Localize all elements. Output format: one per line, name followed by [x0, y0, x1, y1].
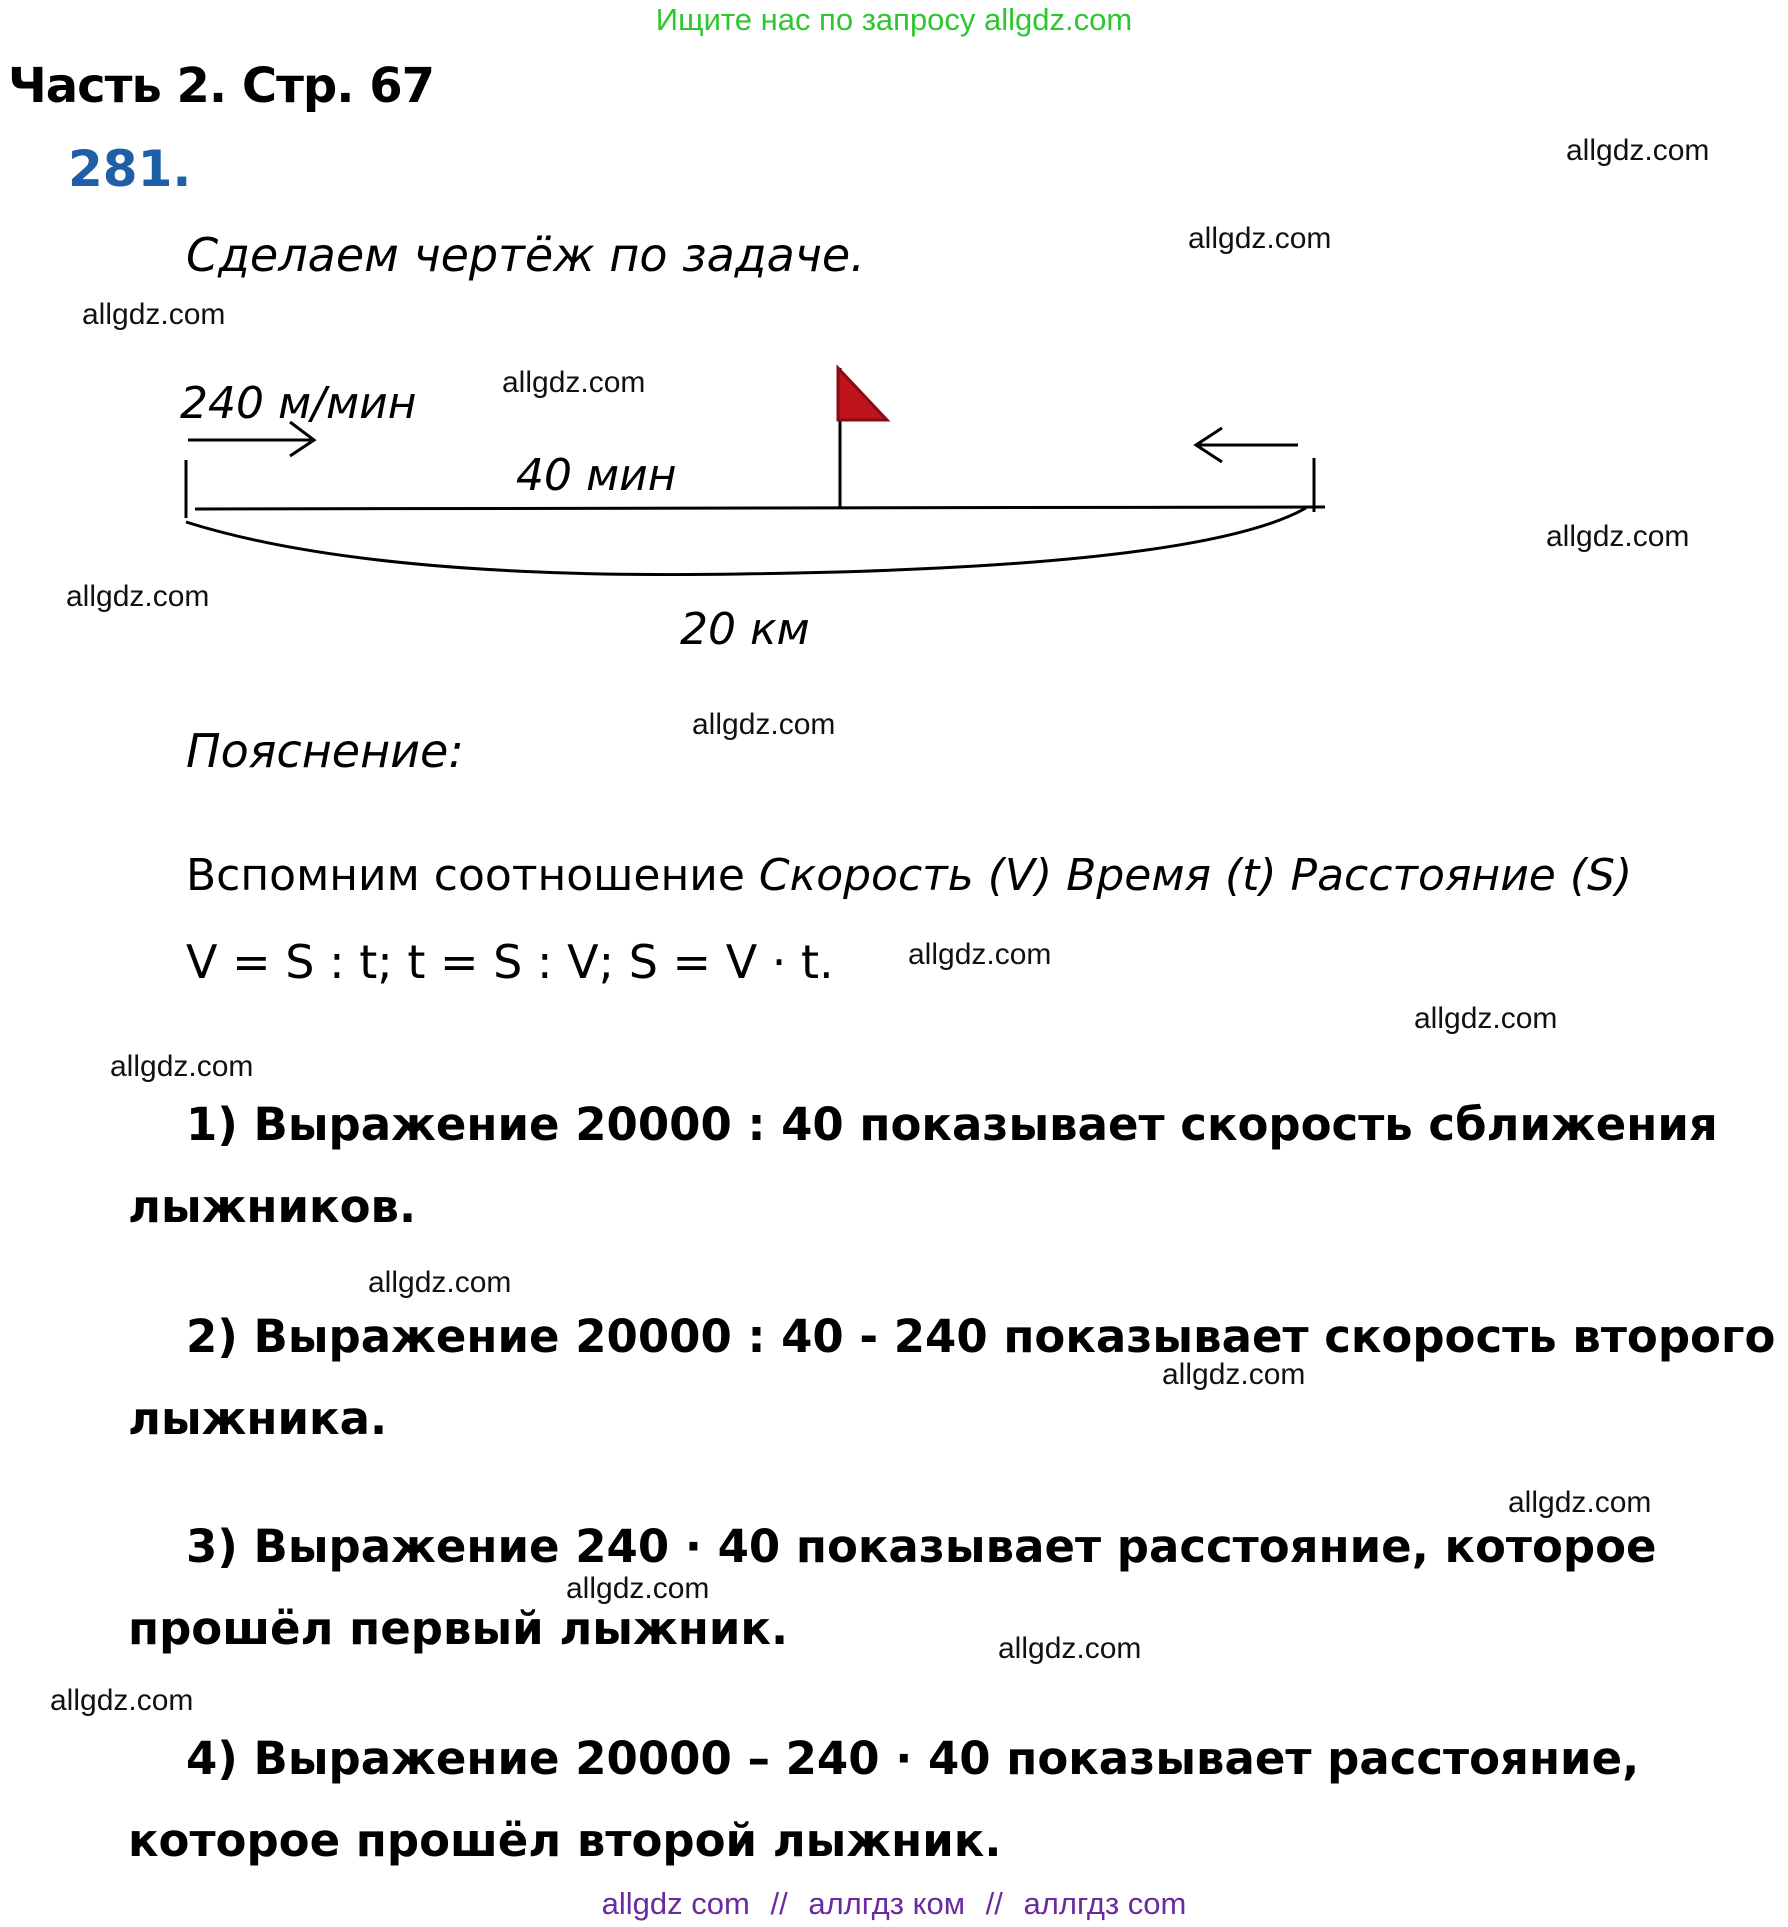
recall-line: [186, 850, 1632, 901]
answer-1-line-1: 1) Выражение 20000 : 40 показывает скорость сближения: [186, 1098, 1718, 1151]
watermark: allgdz.com: [998, 1632, 1142, 1665]
formulas: V = S : t; t = S : V; S = V · t.: [186, 935, 834, 989]
watermark: allgdz.com: [1414, 1002, 1558, 1035]
watermark: allgdz.com: [908, 938, 1052, 971]
flag-icon: [838, 368, 887, 420]
answer-2-line-1: 2) Выражение 20000 : 40 - 240 показывает скорость второго: [186, 1310, 1776, 1363]
distance-brace: [186, 508, 1306, 575]
watermark: allgdz.com: [1546, 520, 1690, 553]
watermark: allgdz.com: [66, 580, 210, 613]
watermark: allgdz.com: [502, 366, 646, 399]
footer: [0, 1886, 1788, 1922]
explanation-heading: Пояснение:: [186, 724, 464, 778]
recall-terms: Скорость (V) Время (t) Расстояние (S): [758, 850, 1633, 901]
page-title: Часть 2. Стр. 67: [8, 58, 435, 114]
footer-part-1: allgdz com: [601, 1886, 750, 1921]
footer-separator: //: [770, 1886, 788, 1921]
watermark: allgdz.com: [368, 1266, 512, 1299]
time-label: 40 мин: [516, 450, 677, 501]
road-line: [195, 507, 1325, 509]
watermark: allgdz.com: [1162, 1358, 1306, 1391]
speed-label: 240 м/мин: [180, 378, 417, 429]
answer-2-line-2: лыжника.: [128, 1392, 388, 1445]
answer-4-line-1: 4) Выражение 20000 – 240 · 40 показывает расстояние,: [186, 1732, 1640, 1785]
task-number: 281.: [68, 140, 192, 198]
motion-diagram: [0, 0, 1788, 700]
distance-label: 20 км: [680, 604, 810, 655]
answer-3-line-2: прошёл первый лыжник.: [128, 1602, 789, 1655]
watermark: allgdz.com: [1508, 1486, 1652, 1519]
footer-part-3: аллгдз com: [1023, 1886, 1187, 1921]
watermark: allgdz.com: [566, 1572, 710, 1605]
recall-prefix: Вспомним соотношение: [186, 850, 759, 901]
watermark: allgdz.com: [1188, 222, 1332, 255]
footer-separator: //: [985, 1886, 1003, 1921]
answer-3-line-1: 3) Выражение 240 · 40 показывает расстояние, которое: [186, 1520, 1657, 1573]
watermark: allgdz.com: [50, 1684, 194, 1717]
answer-1-line-2: лыжников.: [128, 1180, 417, 1233]
watermark: allgdz.com: [1566, 134, 1710, 167]
drawing-intro: Сделаем чертёж по задаче.: [186, 228, 865, 282]
top-banner: Ищите нас по запросу allgdz.com: [655, 2, 1133, 37]
answer-4-line-2: которое прошёл второй лыжник.: [128, 1814, 1002, 1867]
footer-part-2: аллгдз ком: [808, 1886, 966, 1921]
watermark: allgdz.com: [692, 708, 836, 741]
watermark: allgdz.com: [110, 1050, 254, 1083]
watermark: allgdz.com: [82, 298, 226, 331]
